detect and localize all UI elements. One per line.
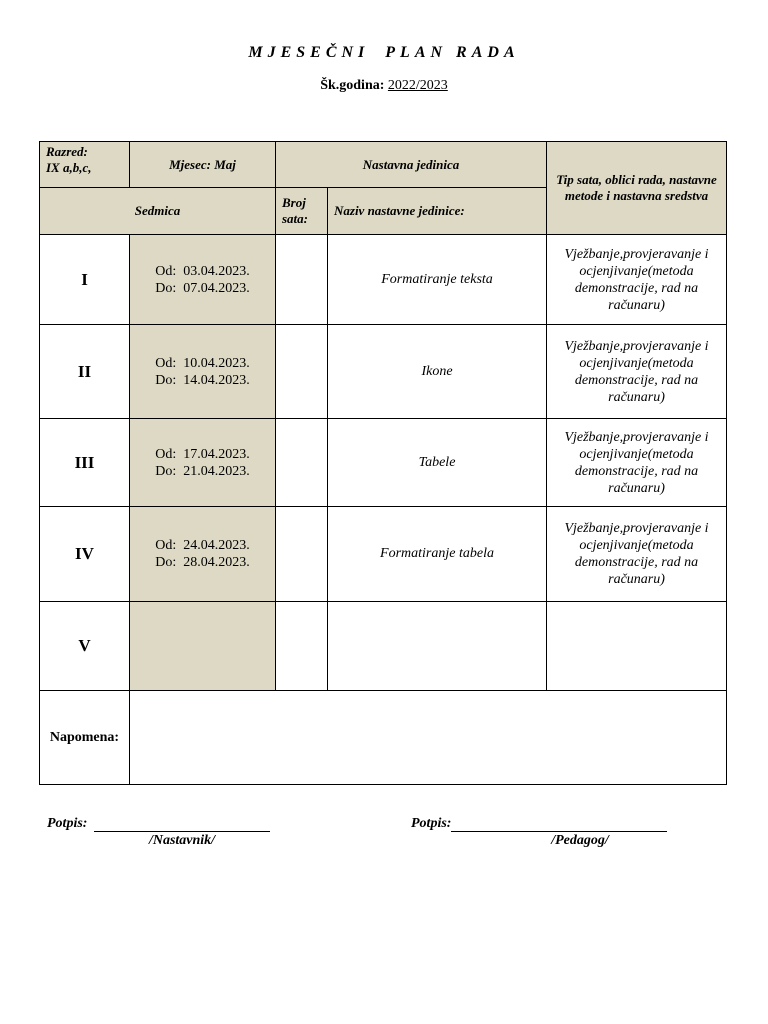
napomena-field[interactable]: [130, 691, 727, 785]
unit-name: Formatiranje tabela: [328, 507, 547, 602]
date-from: Od: 03.04.2023.: [155, 263, 250, 279]
signature-pedagog-label: Potpis:: [411, 816, 452, 831]
unit-name: Tabele: [328, 419, 547, 507]
nastavna-jedinica-header: Nastavna jedinica: [276, 142, 547, 188]
date-to: Do: 21.04.2023.: [155, 463, 250, 479]
week-dates: [130, 419, 276, 507]
sedmica-header: Sedmica: [40, 188, 276, 235]
broj-sata-cell: [276, 235, 328, 325]
week-row: [40, 235, 727, 325]
school-year-value: 2022/2023: [387, 78, 448, 93]
broj-sata-cell: [276, 419, 328, 507]
unit-name: Formatiranje teksta: [328, 235, 547, 325]
week-dates: [130, 602, 276, 691]
week-dates: [130, 507, 276, 602]
date-to: Do: 28.04.2023.: [155, 555, 250, 570]
unit-name: Ikone: [328, 325, 547, 419]
signature-pedagog-line[interactable]: [451, 817, 667, 832]
method-text: Vježbanje,provjeravanje i ocjenjivanje(metoda demonstracije, rad na računaru): [547, 507, 727, 602]
header-row-1: [40, 142, 727, 188]
broj-sata-header: [276, 188, 328, 235]
document-title: [0, 44, 768, 62]
signature-teacher-label: Potpis:: [47, 816, 88, 831]
note-row: [40, 691, 727, 785]
method-text: Vježbanje,provjeravanje i ocjenjivanje(metoda demonstracije, rad na računaru): [547, 235, 727, 325]
week-number: IV: [40, 507, 130, 602]
title-word-mjesecni: MJESEČNI: [248, 44, 370, 61]
week-row: [40, 325, 727, 419]
razred-cell: [40, 142, 130, 188]
razred-label: Razred:: [46, 144, 88, 159]
date-to: Do: 07.04.2023.: [155, 280, 250, 296]
week-dates: [130, 235, 276, 325]
date-from: Od: 17.04.2023.: [155, 446, 250, 462]
role-teacher: /Nastavnik/: [148, 833, 216, 848]
signature-pedagog: [411, 816, 667, 832]
week-row: [40, 507, 727, 602]
week-row: [40, 602, 727, 691]
unit-name: [328, 602, 547, 691]
mjesec-cell: Mjesec: Maj: [130, 142, 276, 188]
naziv-header: Naziv nastavne jedinice:: [328, 188, 547, 235]
plan-table: [39, 141, 727, 785]
week-number: III: [40, 419, 130, 507]
week-number: II: [40, 325, 130, 419]
broj-sata-cell: [276, 325, 328, 419]
title-word-plan-rada: PLAN RADA: [385, 44, 520, 61]
date-to: Do: 14.04.2023.: [155, 372, 250, 388]
broj-label: Broj: [282, 195, 306, 210]
razred-value: IX a,b,c,: [46, 160, 92, 175]
sata-label: sata:: [282, 211, 308, 226]
broj-sata-cell: [276, 507, 328, 602]
week-row: [40, 419, 727, 507]
week-number: I: [40, 235, 130, 325]
broj-sata-cell: [276, 602, 328, 691]
date-from: Od: 24.04.2023.: [155, 538, 250, 553]
method-text: Vježbanje,provjeravanje i ocjenjivanje(metoda demonstracije, rad na računaru): [547, 419, 727, 507]
role-pedagog: /Pedagog/: [551, 833, 609, 848]
week-number: V: [40, 602, 130, 691]
napomena-label: Napomena:: [40, 691, 130, 785]
date-from: Od: 10.04.2023.: [155, 355, 250, 371]
school-year: [0, 78, 768, 94]
signature-teacher: [47, 816, 270, 832]
method-text: Vježbanje,provjeravanje i ocjenjivanje(metoda demonstracije, rad na računaru): [547, 325, 727, 419]
signature-teacher-line[interactable]: [94, 817, 270, 832]
week-dates: [130, 325, 276, 419]
school-year-label: Šk.godina:: [320, 78, 385, 93]
method-text: [547, 602, 727, 691]
tip-sata-header: Tip sata, oblici rada, nastavne metode i nastavna sredstva: [547, 142, 727, 235]
